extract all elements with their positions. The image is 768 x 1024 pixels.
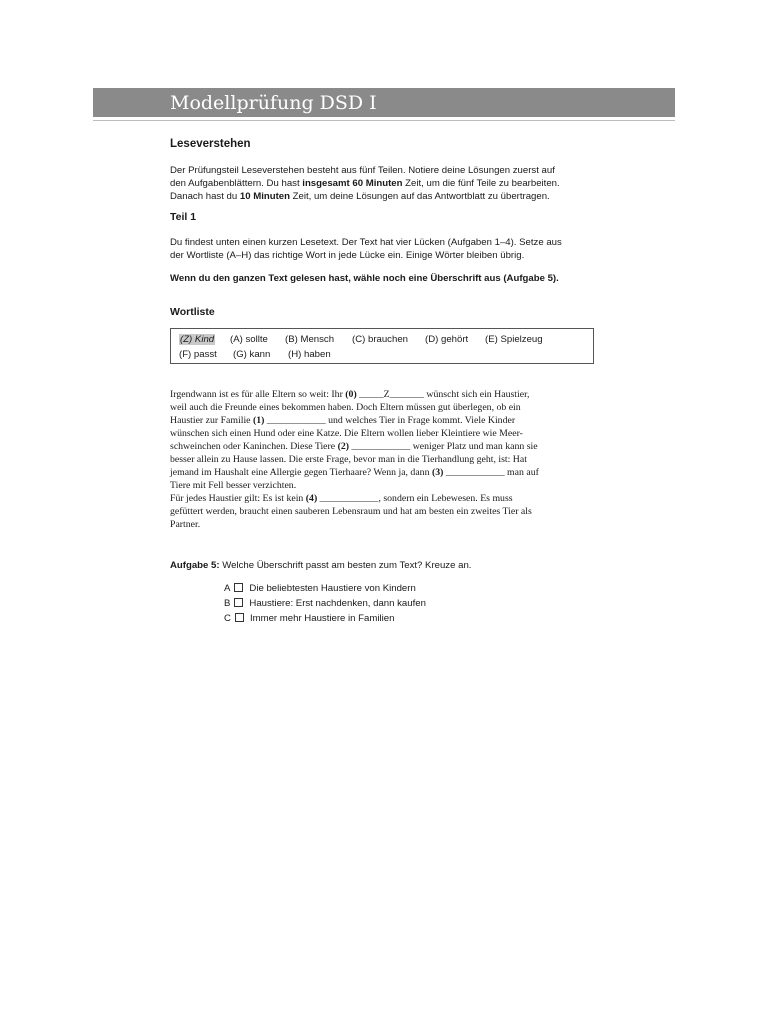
text-line [170, 479, 595, 492]
text-segment: weil auch die Freunde eines bekommen haben. Doch Eltern müssen gut überlegen, ob ein [170, 402, 521, 413]
text-segment: ____________ weniger Platz und man kann sie [349, 441, 538, 452]
text-segment: Danach hast du [170, 191, 240, 202]
wordlist-item: (D) gehört [425, 334, 469, 345]
text-line [170, 190, 670, 203]
text-segment: Du findest unten einen kurzen Lesetext. Der Text hat vier Lücken (Aufgaben 1–4). Setze aus [170, 237, 562, 248]
text-segment: den Aufgabenblättern. Du hast [170, 178, 303, 189]
text-segment: Der Prüfungsteil Leseverstehen besteht aus fünf Teilen. Notiere deine Lösungen zuerst auf [170, 165, 555, 176]
wordlist-item: (H) haben [288, 349, 331, 360]
text-segment: Irgendwann ist es für alle Eltern so weit: Ihr [170, 389, 346, 400]
task5-text: Welche Überschrift passt am besten zum Text? Kreuze an. [219, 560, 472, 571]
instruction-paragraph [170, 236, 670, 262]
text-line [170, 177, 670, 190]
bold-segment: (1) [252, 415, 265, 426]
wordlist-item: (C) brauchen [352, 334, 408, 345]
bold-segment: 10 Minuten [239, 191, 290, 202]
option-a [224, 583, 416, 594]
text-line [170, 388, 595, 401]
text-segment: _____Z_______ wünscht sich ein Haustier, [356, 389, 530, 400]
text-line [170, 492, 595, 505]
text-line [170, 466, 595, 479]
text-line [170, 505, 595, 518]
option-text: Immer mehr Haustiere in Familien [249, 613, 395, 624]
checkbox-b[interactable] [234, 598, 243, 607]
text-line [170, 518, 595, 531]
text-line [170, 427, 595, 440]
task5-label: Aufgabe 5: [170, 560, 220, 571]
text-segment: besser allein zu Hause lassen. Die erste Frage, bevor man in die Tierhandlung geht, ist: Hat [170, 454, 527, 465]
text-line [170, 440, 595, 453]
wordlist-item: (G) kann [233, 349, 271, 360]
option-letter: C [224, 613, 231, 624]
wordlist-item: (Z) Kind [180, 334, 215, 345]
bold-segment: insgesamt 60 Minuten [302, 178, 403, 189]
bold-segment: (2) [337, 441, 350, 452]
part-heading: Teil 1 [170, 211, 197, 223]
wordlist-item: (F) passt [179, 349, 217, 360]
text-segment: Partner. [170, 519, 201, 530]
text-segment: ____________ und welches Tier in Frage kommt. Viele Kinder [264, 415, 516, 426]
text-line [170, 164, 670, 177]
text-segment: Zeit, um deine Lösungen auf das Antwortblatt zu übertragen. [289, 191, 550, 202]
task5-prompt [170, 559, 670, 572]
text-segment: ____________, sondern ein Lebewesen. Es muss [317, 493, 513, 504]
text-segment: gefüttert werden, braucht einen sauberen Lebensraum und hat am besten ein zweites Tier als [170, 506, 532, 517]
option-text: Die beliebtesten Haustiere von Kindern [249, 583, 416, 594]
wordlist-item: (A) sollte [230, 334, 268, 345]
bold-instruction: Wenn du den ganzen Text gelesen hast, wähle noch eine Überschrift aus (Aufgabe 5). [170, 273, 559, 284]
text-segment: Zeit, um die fünf Teile zu bearbeiten. [402, 178, 560, 189]
wordlist-item: (E) Spielzeug [485, 334, 543, 345]
text-line [170, 401, 595, 414]
bold-segment: (3) [431, 467, 444, 478]
text-segment: wünschen sich einen Hund oder eine Katze. Die Eltern wollen lieber Kleintiere wie Meer- [170, 428, 523, 439]
text-segment: Haustier zur Familie [170, 415, 253, 426]
checkbox-c[interactable] [235, 613, 244, 622]
wordlist-heading: Wortliste [170, 306, 215, 318]
document-title: Modellprüfung DSD I [170, 92, 377, 114]
option-letter: B [224, 598, 231, 609]
option-text: Haustiere: Erst nachdenken, dann kaufen [249, 598, 426, 609]
title-rule [93, 120, 675, 121]
title-banner [93, 88, 675, 117]
bold-segment: (4) [305, 493, 318, 504]
wordlist-item: (B) Mensch [285, 334, 335, 345]
gap-text [170, 388, 595, 531]
option-b [224, 598, 426, 609]
text-line [170, 453, 595, 466]
option-c [224, 613, 394, 624]
text-line [170, 414, 595, 427]
text-segment: ____________ man auf [443, 467, 539, 478]
text-line [170, 236, 670, 249]
text-segment: Für jedes Haustier gilt: Es ist kein [170, 493, 306, 504]
bold-segment: (0) [345, 389, 357, 400]
option-letter: A [224, 583, 231, 594]
wordlist-box [170, 328, 594, 364]
intro-paragraph [170, 164, 670, 203]
text-segment: der Wortliste (A–H) das richtige Wort in jede Lücke ein. Einige Wörter bleiben übrig. [170, 250, 525, 261]
text-segment: jemand im Haushalt eine Allergie gegen Tierhaare? Wenn ja, dann [170, 467, 432, 478]
section-heading: Leseverstehen [170, 138, 251, 150]
text-segment: Tiere mit Fell besser verzichten. [170, 480, 297, 491]
text-segment: schweinchen oder Kaninchen. Diese Tiere [170, 441, 338, 452]
document-page [93, 86, 675, 630]
checkbox-a[interactable] [234, 583, 243, 592]
text-line [170, 249, 670, 262]
